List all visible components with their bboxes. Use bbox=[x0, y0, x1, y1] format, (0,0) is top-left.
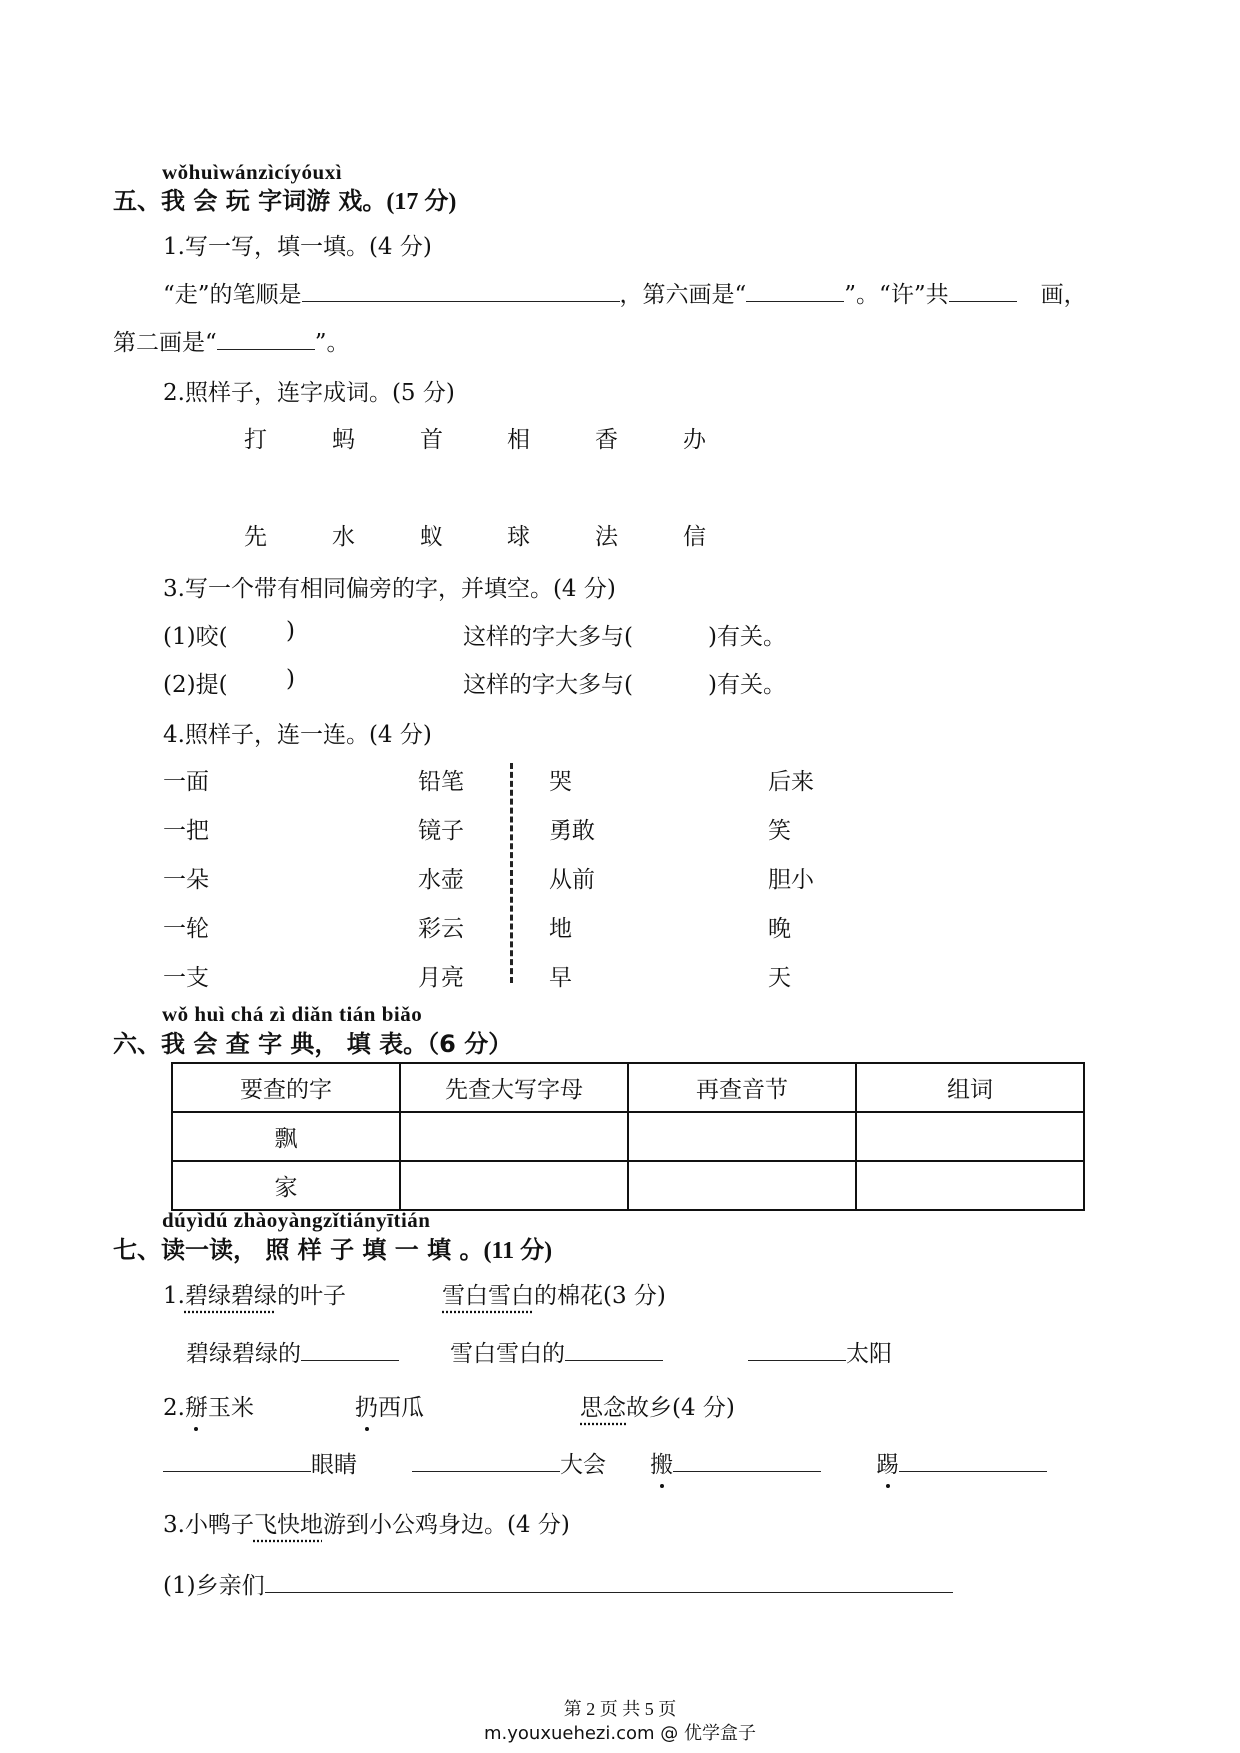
q2-char-2-3[interactable]: 蚁 bbox=[420, 524, 443, 550]
q2-char-1-4[interactable]: 相 bbox=[507, 427, 530, 453]
q1-blank-sixth-stroke[interactable] bbox=[746, 279, 844, 302]
cell-letter[interactable] bbox=[400, 1161, 628, 1210]
q4-col4-2[interactable]: 笑 bbox=[768, 818, 791, 844]
q2-char-2-4[interactable]: 球 bbox=[507, 524, 530, 550]
q2-fill-4 bbox=[876, 1446, 1047, 1479]
q1-fill-1 bbox=[186, 1335, 399, 1368]
sec7-title bbox=[113, 1230, 552, 1265]
q3-line1-blank[interactable] bbox=[265, 1570, 953, 1593]
sec6-title-text: 六、我 会 查 字 典， 填 表。 bbox=[113, 1030, 428, 1058]
q1-fill-2 bbox=[450, 1335, 663, 1368]
q2-char-2-5[interactable]: 法 bbox=[595, 524, 618, 550]
cell-letter[interactable] bbox=[400, 1112, 628, 1161]
q1-blank-stroke-order[interactable] bbox=[302, 279, 620, 302]
sec7-q2-e2 bbox=[355, 1389, 424, 1422]
q3-item2-c: 这样的字大多与( bbox=[463, 672, 633, 698]
row-char: 飘 bbox=[172, 1112, 400, 1161]
q3-part-a: 3.小鸭子 bbox=[163, 1512, 254, 1538]
q4-col1-3[interactable]: 一朵 bbox=[163, 867, 209, 893]
q2-e3-rest: 故乡(4 分) bbox=[626, 1395, 735, 1421]
header-char: 要查的字 bbox=[172, 1063, 400, 1112]
sec5-q2-title: 2.照样子，连字成词。(5 分) bbox=[163, 380, 455, 406]
q2-fill-4-text: 踢 bbox=[876, 1446, 899, 1479]
cell-word[interactable] bbox=[856, 1112, 1084, 1161]
sec7-q1-example2 bbox=[442, 1277, 666, 1310]
cell-syllable[interactable] bbox=[628, 1161, 856, 1210]
q2-e1-rest: 玉米 bbox=[207, 1395, 254, 1421]
cell-syllable[interactable] bbox=[628, 1112, 856, 1161]
cell-word[interactable] bbox=[856, 1161, 1084, 1210]
q4-col3-3[interactable]: 从前 bbox=[549, 867, 595, 893]
page-number: 第 2 页 共 5 页 bbox=[563, 1699, 677, 1719]
q4-col2-5[interactable]: 月亮 bbox=[418, 965, 464, 991]
q2-fill-2 bbox=[412, 1446, 606, 1479]
q3-part-b: 飞快地 bbox=[253, 1512, 323, 1538]
q1-text-3: ”。“许”共 bbox=[844, 282, 949, 308]
q1-num: 1. bbox=[163, 1283, 185, 1309]
q1-ex1-key: 碧绿碧绿 bbox=[184, 1283, 277, 1309]
q2-char-1-5[interactable]: 香 bbox=[595, 427, 618, 453]
q1-text-5: 第二画是“ bbox=[113, 330, 217, 356]
q2-fill-3-blank[interactable] bbox=[673, 1449, 821, 1472]
q1-ex2-rest: 的棉花(3 分) bbox=[534, 1283, 666, 1309]
q3-line1 bbox=[163, 1567, 953, 1600]
sec7-title-text: 七、读一读， 照 样 子 填 一 填 。 bbox=[113, 1236, 484, 1264]
header-word: 组词 bbox=[856, 1063, 1084, 1112]
q4-col2-4[interactable]: 彩云 bbox=[418, 916, 464, 942]
q4-col1-2[interactable]: 一把 bbox=[163, 818, 209, 844]
sec5-q3-title: 3.写一个带有相同偏旁的字，并填空。(4 分) bbox=[163, 576, 616, 602]
q2-char-2-6[interactable]: 信 bbox=[683, 524, 706, 550]
header-letter: 先查大写字母 bbox=[400, 1063, 628, 1112]
q1-blank-stroke-count[interactable] bbox=[949, 279, 1017, 302]
q2-fill-2-text: 大会 bbox=[560, 1452, 606, 1478]
q2-fill-2-blank[interactable] bbox=[412, 1449, 560, 1472]
q2-char-1-1[interactable]: 打 bbox=[244, 427, 267, 453]
q1-fill-1-text: 碧绿碧绿的 bbox=[186, 1341, 301, 1367]
q1-text-2: ，第六画是“ bbox=[619, 282, 747, 308]
q1-text-6: ”。 bbox=[314, 330, 350, 356]
q4-col3-1[interactable]: 哭 bbox=[549, 769, 572, 795]
q3-item1-c: 这样的字大多与( bbox=[463, 624, 633, 650]
dashed-divider bbox=[510, 763, 513, 983]
sec5-q1-title: 1.写一写，填一填。(4 分) bbox=[163, 234, 432, 260]
q4-col3-4[interactable]: 地 bbox=[549, 916, 572, 942]
q3-item2-b: ) bbox=[286, 666, 295, 692]
q2-fill-4-blank[interactable] bbox=[899, 1449, 1047, 1472]
table-header-row bbox=[172, 1063, 1084, 1112]
q1-ex2-key: 雪白雪白 bbox=[442, 1283, 534, 1309]
q2-e2-key: 扔 bbox=[355, 1389, 378, 1422]
header-syllable: 再查音节 bbox=[628, 1063, 856, 1112]
site-credit: m.youxuehezi.com @ 优学盒子 bbox=[483, 1723, 756, 1744]
table-row bbox=[172, 1161, 1084, 1210]
q2-e3-key: 思念 bbox=[580, 1395, 626, 1421]
q1-fill-2-text: 雪白雪白的 bbox=[450, 1341, 565, 1367]
q2-fill-1 bbox=[163, 1446, 357, 1479]
q4-col4-3[interactable]: 胆小 bbox=[768, 867, 814, 893]
sec7-q3 bbox=[163, 1506, 570, 1539]
q2-fill-1-text: 眼睛 bbox=[311, 1452, 357, 1478]
dictionary-table bbox=[171, 1062, 1085, 1211]
q3-item2-a: (2)提( bbox=[163, 672, 228, 698]
sec5-q4-title: 4.照样子，连一连。(4 分) bbox=[163, 722, 432, 748]
sec5-q1-line1 bbox=[163, 276, 1087, 309]
q2-e2-rest: 西瓜 bbox=[378, 1395, 424, 1421]
q1-fill-3-text: 太阳 bbox=[846, 1341, 892, 1367]
q1-fill-3-blank[interactable] bbox=[748, 1338, 846, 1361]
q4-col1-1[interactable]: 一面 bbox=[163, 769, 209, 795]
q1-text-4: 画， bbox=[1040, 282, 1087, 308]
table-row bbox=[172, 1112, 1084, 1161]
sec7-q2-e3 bbox=[580, 1389, 735, 1422]
q1-fill-3 bbox=[748, 1335, 892, 1368]
q2-fill-3-text: 搬 bbox=[650, 1446, 673, 1479]
q2-char-2-1[interactable]: 先 bbox=[244, 524, 267, 550]
q2-char-1-3[interactable]: 首 bbox=[420, 427, 443, 453]
q4-col2-3[interactable]: 水壶 bbox=[418, 867, 464, 893]
q3-line1-text: (1)乡亲们 bbox=[163, 1573, 265, 1599]
sec5-points: (17 分) bbox=[386, 189, 457, 215]
sec7-points: (11 分) bbox=[483, 1238, 553, 1264]
sec7-pinyin: dúyìdú zhàoyàngzǐtiányītián bbox=[162, 1208, 431, 1232]
sec5-title-text: 五、我 会 玩 字词游 戏。 bbox=[113, 187, 387, 215]
q4-col4-1[interactable]: 后来 bbox=[768, 769, 814, 795]
q4-col2-1[interactable]: 铅笔 bbox=[418, 769, 464, 795]
sec5-pinyin: wǒhuìwánzìcíyóuxì bbox=[162, 160, 343, 184]
sec6-points: （6 分） bbox=[427, 1030, 513, 1058]
q3-part-c: 游到小公鸡身边。(4 分) bbox=[322, 1512, 570, 1538]
q3-item1-b: ) bbox=[286, 618, 295, 644]
q4-col1-5[interactable]: 一支 bbox=[163, 965, 209, 991]
q1-dotted-words bbox=[185, 1283, 277, 1309]
q4-col2-2[interactable]: 镜子 bbox=[418, 818, 464, 844]
sec5-title bbox=[113, 181, 456, 216]
q3-item1-a: (1)咬( bbox=[163, 624, 228, 650]
q4-col4-5[interactable]: 天 bbox=[768, 965, 791, 991]
row-char: 家 bbox=[172, 1161, 400, 1210]
sec7-q1-example1 bbox=[163, 1277, 346, 1310]
q1-blank-second-stroke[interactable] bbox=[217, 327, 315, 350]
q2-char-1-2[interactable]: 蚂 bbox=[332, 427, 355, 453]
q1-fill-1-blank[interactable] bbox=[301, 1338, 399, 1361]
q1-ex1-rest: 的叶子 bbox=[276, 1283, 346, 1309]
q2-char-2-2[interactable]: 水 bbox=[332, 524, 355, 550]
q4-col4-4[interactable]: 晚 bbox=[768, 916, 791, 942]
q4-col3-5[interactable]: 早 bbox=[549, 965, 572, 991]
sec6-pinyin: wǒ huì chá zì diǎn tián biǎo bbox=[162, 1002, 423, 1026]
q2-e1-key: 掰 bbox=[185, 1389, 208, 1422]
q2-num: 2. bbox=[163, 1395, 185, 1421]
sec6-title bbox=[113, 1024, 512, 1059]
sec7-q2-e1 bbox=[163, 1389, 254, 1422]
q1-text-1: “走”的笔顺是 bbox=[163, 282, 302, 308]
q3-item2-d: )有关。 bbox=[708, 672, 786, 698]
q4-col3-2[interactable]: 勇敢 bbox=[549, 818, 595, 844]
sec5-q1-line2 bbox=[113, 324, 350, 357]
q1-fill-2-blank[interactable] bbox=[565, 1338, 663, 1361]
q3-item1-d: )有关。 bbox=[708, 624, 786, 650]
q2-fill-1-blank[interactable] bbox=[163, 1449, 311, 1472]
q2-char-1-6[interactable]: 办 bbox=[683, 427, 706, 453]
q4-col1-4[interactable]: 一轮 bbox=[163, 916, 209, 942]
q2-fill-3 bbox=[650, 1446, 821, 1479]
